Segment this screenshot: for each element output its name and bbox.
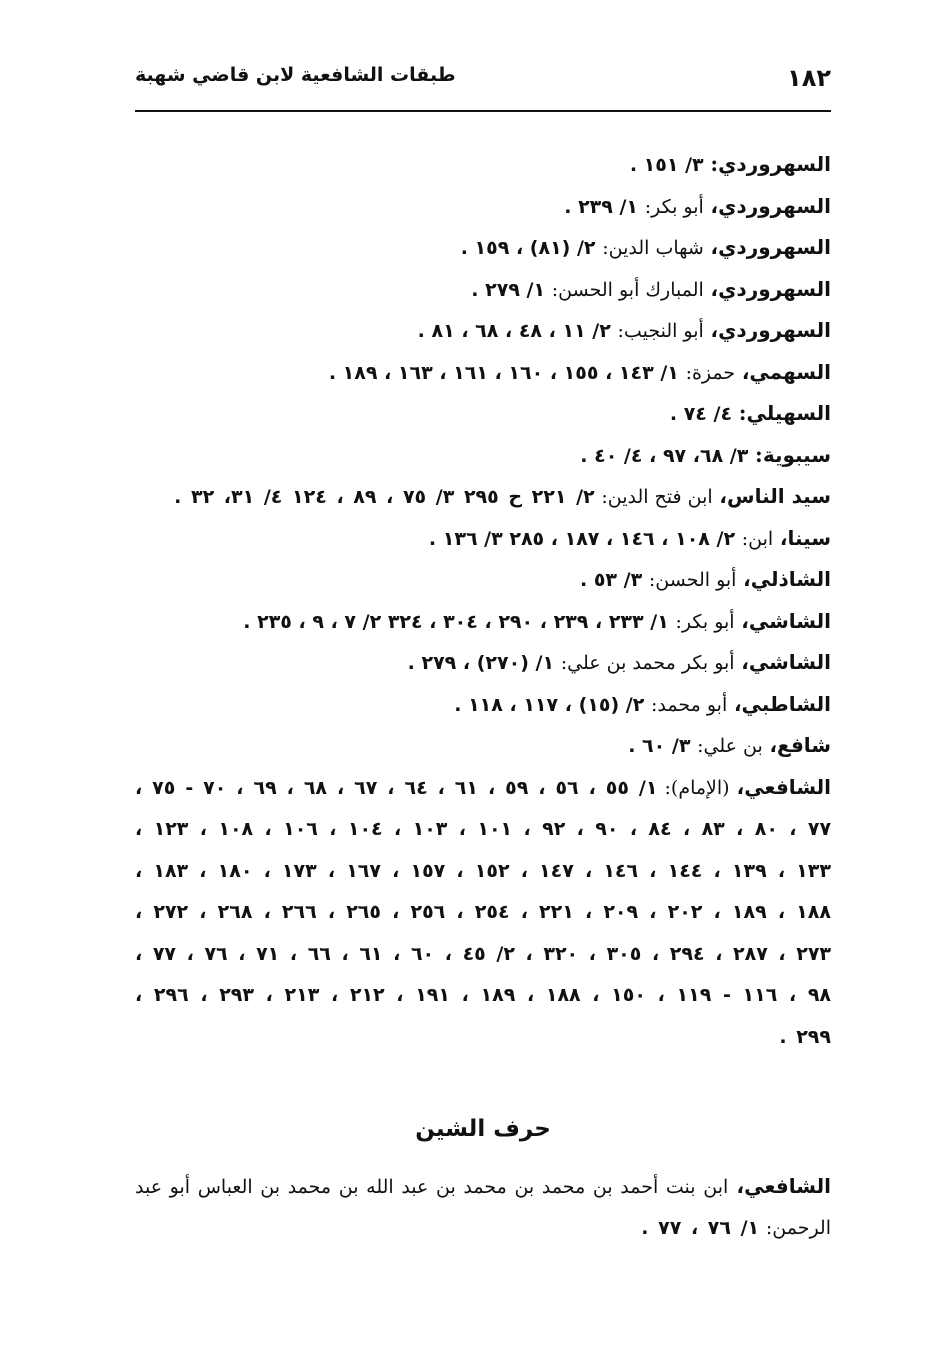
entry-name: الشاشي، <box>741 608 831 633</box>
index-entry <box>135 684 831 726</box>
entry-description: (الإمام): <box>664 776 730 799</box>
section-heading: حرف الشين <box>415 1116 551 1142</box>
index-entry <box>135 269 831 311</box>
running-title: طبقات الشافعية لابن قاضي شهبة <box>135 64 456 86</box>
entry-references: ١/ ٢٣٣ ، ٢٣٩ ، ٢٩٠ ، ٣٠٤ ، ٣٢٤ ٢/ ٧ ، ٩ ، ٢٣٥ . <box>243 610 669 633</box>
entry-description: أبو الحسن: <box>648 569 737 591</box>
entry-references: ١/ ٢٣٩ . <box>564 195 639 218</box>
index-entry <box>135 186 831 228</box>
entry-references: ١/ ٧٦ ، ٧٧ . <box>641 1217 760 1239</box>
entry-name: السهروردي <box>718 152 831 176</box>
entry-description: أبو محمد: <box>651 693 728 716</box>
index-entries <box>135 144 831 1057</box>
entry-description: ابن بنت أحمد بن محمد بن محمد بن عبد الله بن محمد بن العباس أبو عبد الرحمن: <box>135 1176 831 1239</box>
entry-description: أبو بكر: <box>675 610 735 633</box>
index-entry <box>135 227 831 269</box>
entry-references: ٣/ ٥٣ . <box>579 569 643 591</box>
entry-references: ١/ ٥٥ ، ٥٦ ، ٥٩ ، ٦١ ، ٦٤ ، ٦٧ ، ٦٨ ، ٦٩ ، ٧٠ - ٧٥ ، ٧٧ ، ٨٠ ، ٨٣ ، ٨٤ ، ٩٠ ، ٩٢ ، ١٠١ ، ١٠٣ ، ١٠٤ ، ١٠٦ ، ١٠٨ ، ١٢٣ ، ١٣٣ ، ١٣٩ ، ١٤٤ ، ١٤٦ ، ١٤٧ ، ١٥٢ ، ١٥٧ ، ١٦٧ ، ١٧٣ ، ١٨٠ ، ١٨٣ ، ١٨٨ ، ١٨٩ ، ٢٠٢ ، ٢٠٩ ، ٢٢١ ، ٢٥٤ ، ٢٥٦ ، ٢٦٥ ، ٢٦٦ ، ٢٦٨ ، ٢٧٢ ، ٢٧٣ ، ٢٨٧ ، ٢٩٤ ، ٣٠٥ ، ٣٢٠ ، ٢/ ٤٥ ، ٦٠ ، ٦١ ، ٦٦ ، ٧١ ، ٧٦ ، ٧٧ ، ٩٨ ، ١١٦ - ١١٩ ، ١٥٠ ، ١٨٨ ، ١٨٩ ، ١٩١ ، ٢١٢ ، ٢١٣ ، ٢٩٣ ، ٢٩٦ ، ٢٩٩ . <box>135 776 832 1048</box>
entry-references: ١/ ١٤٣ ، ١٥٥ ، ١٦٠ ، ١٦١ ، ١٦٣ ، ١٨٩ . <box>328 361 679 384</box>
index-entry <box>135 601 831 643</box>
entry-references: ٢/ ١٠٨ ، ١٤٦ ، ١٨٧ ، ٢٨٥ ٣/ ١٣٦ . <box>428 527 736 550</box>
entry-name: السهروردي، <box>710 235 831 259</box>
entry-name: السهمي، <box>741 359 831 384</box>
entry-name: سيبوية <box>762 442 831 467</box>
entry-description: المبارك أبو الحسن: <box>551 278 704 301</box>
header-rule <box>135 110 831 112</box>
index-entry <box>135 642 831 684</box>
entry-references: ٣/ ١٥١ . <box>629 154 704 176</box>
index-entry: سيبوية: ٣/ ٦٨، ٩٧ ، ٤/ ٤٠ . <box>580 441 831 467</box>
entry-name: الشافعي، <box>736 774 832 799</box>
index-entry <box>135 767 831 1058</box>
entry-references: ٢/ (٨١) ، ١٥٩ . <box>460 237 596 259</box>
entry-name: السهروردي، <box>710 193 831 218</box>
entry-references: ٣/ ٦٠ . <box>628 735 691 757</box>
index-entry: السهروردي: ٣/ ١٥١ . <box>629 151 831 176</box>
entry-name: شافع، <box>769 733 831 757</box>
entry-description: ابن فتح الدين: <box>601 486 713 508</box>
entry-description: ابن: <box>741 527 774 550</box>
entry-name: السهيلي <box>746 401 831 425</box>
entry-references: ٣/ ٦٨، ٩٧ ، ٤/ ٤٠ . <box>580 444 749 467</box>
index-entries-section <box>135 1166 831 1248</box>
entry-description: حمزة: <box>685 361 736 384</box>
entry-name: سينا، <box>779 525 831 550</box>
entry-description: أبو بكر محمد بن علي: <box>560 652 735 674</box>
entry-references: ٢/ (١٥) ، ١١٧ ، ١١٨ . <box>454 693 645 716</box>
entry-name: سيد الناس، <box>719 484 831 508</box>
entry-references: ١/ ٢٧٩ . <box>471 278 546 301</box>
index-entry <box>135 518 831 560</box>
index-entry <box>135 352 831 394</box>
page-header <box>135 58 831 98</box>
entry-references: ٢/ ٢٢١ ح ٢٩٥ ٣/ ٧٥ ، ٨٩ ، ١٢٤ ٤/ ٣١، ٣٢ . <box>174 486 595 508</box>
index-entry <box>135 725 831 767</box>
entry-name: الشاطبي، <box>733 691 831 716</box>
entry-name: الشاذلي، <box>743 567 831 591</box>
entry-name: السهروردي، <box>710 276 831 301</box>
index-entry <box>135 559 831 601</box>
entry-references: ١/ (٢٧٠) ، ٢٧٩ . <box>407 652 555 674</box>
entry-name: الشافعي، <box>736 1174 831 1198</box>
index-entry <box>135 476 831 518</box>
index-entry: السهيلي: ٤/ ٧٤ . <box>669 400 831 425</box>
index-entry <box>135 310 831 352</box>
entry-description: أبو بكر: <box>644 195 704 218</box>
entry-description: بن علي: <box>697 735 763 757</box>
entry-name: الشاشي، <box>741 650 831 674</box>
index-entry <box>135 1166 831 1248</box>
entry-description: شهاب الدين: <box>602 237 704 259</box>
entry-description: أبو النجيب: <box>617 320 704 342</box>
entry-name: السهروردي، <box>710 318 831 342</box>
entry-references: ٢/ ١١ ، ٤٨ ، ٦٨ ، ٨١ . <box>417 320 611 342</box>
entry-references: ٤/ ٧٤ . <box>669 403 733 425</box>
page-number: ١٨٢ <box>787 64 831 92</box>
